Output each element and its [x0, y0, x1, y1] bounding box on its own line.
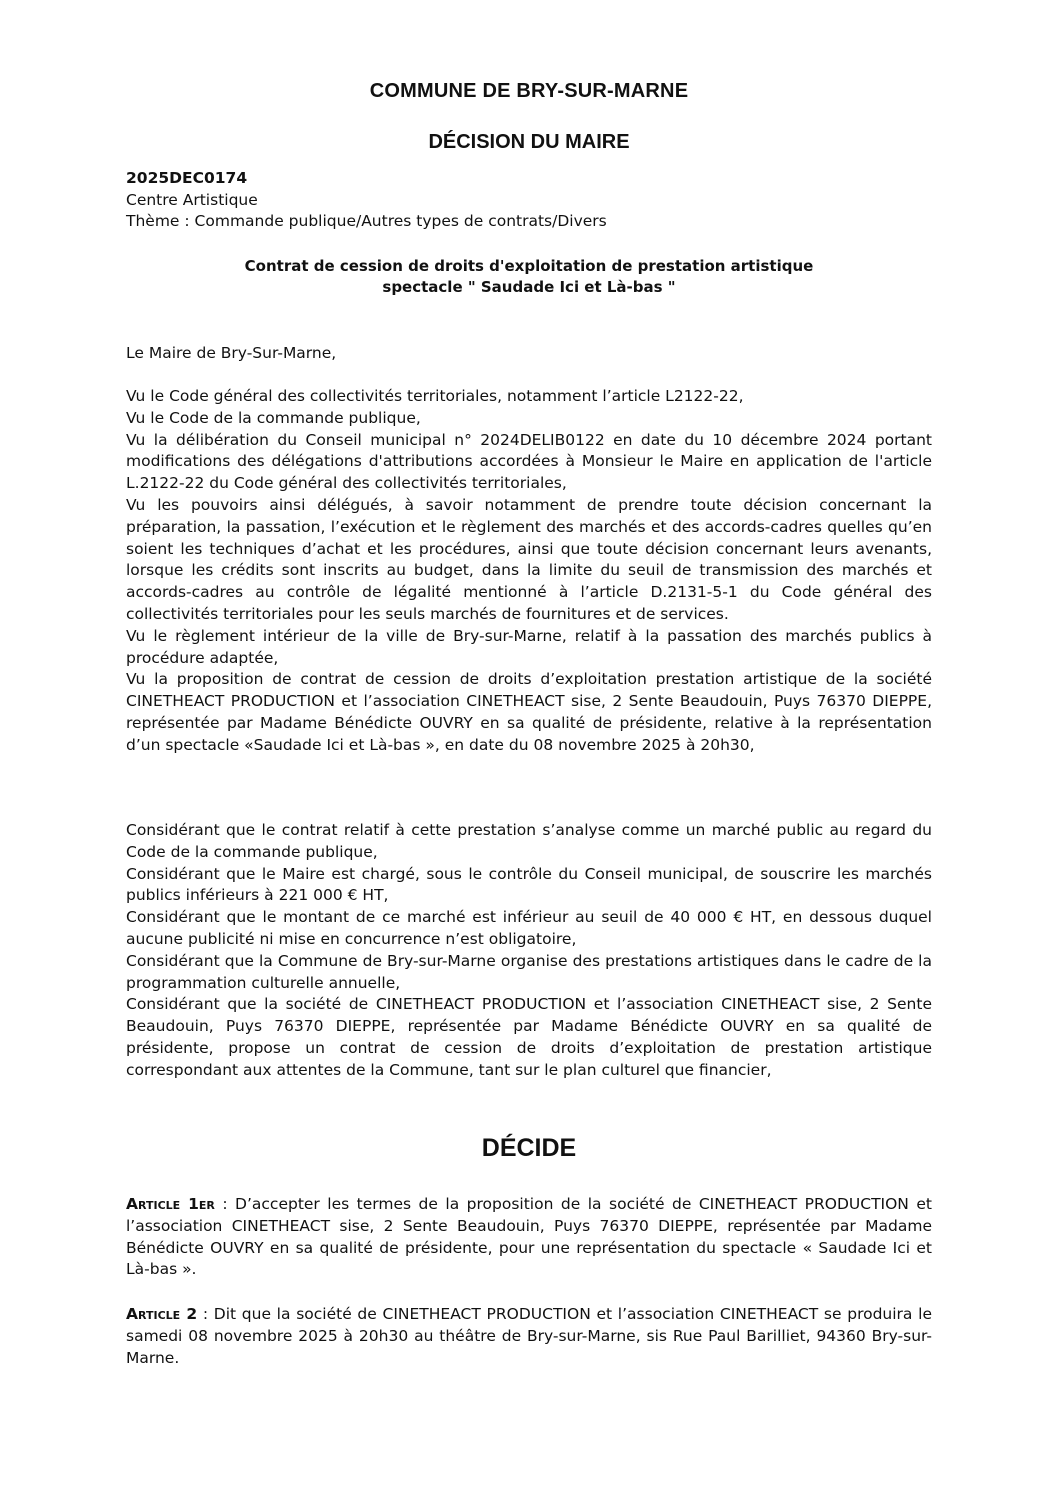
opening-line: Le Maire de Bry-Sur-Marne, [126, 344, 337, 362]
article-1-text: : D’accepter les termes de la proposition de la société de CINETHEACT PRODUCTION et l’association CINETHEACT sise, 2 Sente Beaudouin, Puys 76370 DIEPPE, représentée par Madame Bénédicte OUVRY en sa qualité de présidente, pour une représentation du spectacle « Saudade Ici et Là-bas ». [126, 1195, 932, 1279]
vu-paragraph: Vu le Code de la commande publique, [126, 408, 421, 427]
article-1-label: Article 1er [126, 1195, 215, 1213]
contract-title [0, 256, 1058, 298]
vu-paragraph: Vu le règlement intérieur de la ville de Bry-sur-Marne, relatif à la passation des marchés publics à procédure adaptée, [126, 626, 932, 667]
decision-heading: DÉCISION DU MAIRE [428, 131, 630, 153]
considerants-section [126, 820, 932, 1082]
article-2 [126, 1304, 932, 1369]
contract-title-line2: spectacle " Saudade Ici et Là-bas " [382, 278, 676, 296]
commune-heading: COMMUNE DE BRY-SUR-MARNE [369, 80, 689, 102]
decide-heading: DÉCIDE [481, 1134, 577, 1162]
article-2-text: : Dit que la société de CINETHEACT PRODUCTION et l’association CINETHEACT se produira le samedi 08 novembre 2025 à 20h30 au théâtre de Bry-sur-Marne, sis Rue Paul Barilliet, 94360 Bry-sur-Marne. [126, 1305, 932, 1367]
decision-theme: Thème : Commande publique/Autres types de contrats/Divers [126, 212, 607, 230]
vu-paragraph: Vu la proposition de contrat de cession de droits d’exploitation prestation artistique de la société CINETHEACT PRODUCTION et l’association CINETHEACT sise, 2 Sente Beaudouin, Puys 76370 DIEPPE, représentée par Madame Bénédicte OUVRY en sa qualité de présidente, relative à la représentation d’un spectacle «Saudade Ici et Là-bas », en date du 08 novembre 2025 à 20h30, [126, 670, 932, 754]
decision-service: Centre Artistique [126, 190, 258, 209]
vu-paragraph: Vu les pouvoirs ainsi délégués, à savoir notamment de prendre toute décision concernant la préparation, la passation, l’exécution et le règlement des marchés et des accords-cadres quelles qu’en soient les techniques d’achat et les procédures, ainsi que toute décision concernant leurs avenants, lorsque les crédits sont inscrits au budget, dans la limite du seuil de transmission des marchés et accords-cadres au contrôle de légalité mentionné à l’article D.2131-5-1 du Code général des collectivités territoriales pour les seuls marchés de fournitures et de services. [126, 495, 932, 623]
vu-paragraph: Vu le Code général des collectivités territoriales, notamment l’article L2122-22, [126, 387, 744, 405]
vus-section [126, 386, 932, 757]
considerant-paragraph: Considérant que le contrat relatif à cette prestation s’analyse comme un marché public au regard du Code de la commande publique, [126, 821, 932, 861]
decision-meta [126, 168, 936, 233]
considerant-paragraph: Considérant que la Commune de Bry-sur-Marne organise des prestations artistiques dans le cadre de la programmation culturelle annuelle, [126, 951, 932, 992]
article-2-paragraph [126, 1304, 932, 1369]
article-1 [126, 1194, 932, 1281]
considerant-paragraph: Considérant que le Maire est chargé, sous le contrôle du Conseil municipal, de souscrire les marchés publics inférieurs à 221 000 € HT, [126, 864, 932, 905]
article-1-paragraph [126, 1194, 932, 1281]
decision-reference: 2025DEC0174 [126, 169, 248, 187]
vu-paragraph: Vu la délibération du Conseil municipal n° 2024DELIB0122 en date du 10 décembre 2024 portant modifications des délégations d'attributions accordées à Monsieur le Maire en application de l'article L.2122-22 du Code général des collectivités territoriales, [126, 430, 932, 493]
considerant-paragraph: Considérant que la société de CINETHEACT PRODUCTION et l’association CINETHEACT sise, 2 Sente Beaudouin, Puys 76370 DIEPPE, représentée par Madame Bénédicte OUVRY en sa qualité de présidente, propose un contrat de cession de droits d’exploitation de prestation artistique correspondant aux attentes de la Commune, tant sur le plan culturel que financier, [126, 995, 932, 1079]
article-2-label: Article 2 [126, 1305, 198, 1323]
considerant-paragraph: Considérant que le montant de ce marché est inférieur au seuil de 40 000 € HT, en dessous duquel aucune publicité ni mise en concurrence n’est obligatoire, [126, 908, 932, 948]
contract-title-line1: Contrat de cession de droits d'exploitation de prestation artistique [244, 257, 814, 275]
